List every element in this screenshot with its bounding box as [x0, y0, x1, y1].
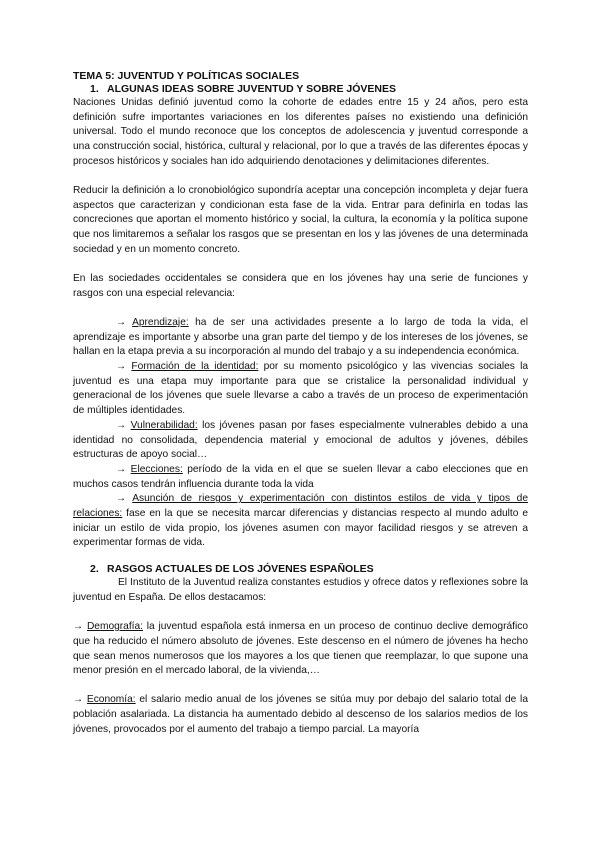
- section-1-paragraph-2: Reducir la definición a lo cronobiológico supondría aceptar una concepción incompleta y dejar fuera aspectos que caracterizan y condicionan esta fase de la vida. Entrar para definirla en todas las concreciones que aportan el momento histórico y social, la cultura, la economía y la política supone que nos limitaremos a señalar los rasgos que se presentan en los y las jóvenes de una determinada sociedad y en un momento concreto.: [73, 185, 528, 255]
- list-item-text: la juventud española está inmersa en un proceso de continuo declive demográfico que ha reducido el número absoluto de jóvenes. Este descenso en el número de jóvenes ha hecho que sean menos numerosos que los mayores a los que tienen que reemplazar, lo que supone una menor presión en el mercado laboral, de la vivienda,…: [73, 621, 528, 677]
- list-item-text: por su momento psicológico y las vivencias sociales la juventud es una etapa muy importante para que se cristalice la personalidad individual y generacional de los jóvenes que suele llevarse a cabo a través de un proceso de experimentación de múltiples identidades.: [73, 361, 528, 417]
- section-1-paragraph-1: Naciones Unidas definió juventud como la cohorte de edades entre 15 y 24 años, pero esta definición sufre importantes variaciones en los diferentes países no existiendo una definición universal. Todo el mundo reconoce que los conceptos de adolescencia y juventud corresponde a una construcción social, histórica, cultural y relacional, por lo que a través de las diferentes épocas y procesos históricos y sociales han ido adquiriendo denotaciones y delimitaciones diferentes.: [73, 97, 528, 167]
- list-item-term: Aprendizaje:: [132, 316, 189, 328]
- arrow-icon: →: [73, 621, 84, 633]
- list-item-vulnerabilidad: [73, 419, 528, 463]
- section-1-number: 1.: [90, 83, 99, 95]
- list-item-text: período de la vida en el que se suelen llevar a cabo elecciones que en muchos casos tendrán influencia durante toda la vida: [73, 463, 528, 490]
- list-item-economia: [73, 693, 528, 737]
- list-item-riesgos: [73, 492, 528, 551]
- list-item-elecciones: [73, 463, 528, 492]
- list-item-term: Vulnerabilidad:: [130, 419, 198, 431]
- list-item-text: los jóvenes pasan por fases especialmente vulnerables debido a una identidad no consolidada, dependencia material y emocional de adultos y jóvenes, débiles estructuras de apoyo social…: [73, 419, 528, 461]
- list-item-term: Elecciones:: [130, 463, 183, 475]
- arrow-icon: →: [116, 419, 127, 431]
- list-item-term: Demografía:: [86, 621, 144, 633]
- arrow-icon: →: [116, 463, 127, 475]
- list-item-demografia: [73, 620, 528, 679]
- arrow-icon: →: [116, 316, 127, 328]
- section-1-paragraph-3: En las sociedades occidentales se considera que en los jóvenes hay una serie de funciones y rasgos con una especial relevancia:: [73, 273, 528, 299]
- section-2-heading: [73, 563, 528, 576]
- document-title: TEMA 5: JUVENTUD Y POLÍTICAS SOCIALES: [73, 70, 300, 82]
- document-page: [73, 70, 528, 738]
- list-item-text: fase en la que se necesita marcar diferencias y distancias respecto al mundo adulto e iniciar un estilo de vida propio, los jóvenes asumen con mayor facilidad riesgos y se atreven a experimentar formas de vida.: [73, 508, 528, 549]
- section-2-title: RASGOS ACTUALES DE LOS JÓVENES ESPAÑOLES: [107, 563, 374, 576]
- list-item-aprendizaje: [73, 316, 528, 360]
- arrow-icon: →: [116, 361, 127, 373]
- section-1-heading: [73, 83, 528, 96]
- list-item-term: Formación de la identidad:: [131, 361, 259, 373]
- arrow-icon: →: [116, 493, 127, 505]
- section-1-title: ALGUNAS IDEAS SOBRE JUVENTUD Y SOBRE JÓVENES: [107, 83, 397, 95]
- list-item-term: Asunción de riesgos y experimentación con distintos estilos de vida y tipos de relaciones:: [73, 493, 528, 520]
- list-item-identidad: [73, 360, 528, 419]
- section-2-number: 2.: [90, 563, 99, 576]
- list-item-text: ha de ser una actividades presente a lo largo de toda la vida, el aprendizaje es importante y absorbe una gran parte del tiempo y de los intereses de los jóvenes, se hallan en la etapa previa a su incorporación al mundo del trabajo y a su independencia económica.: [73, 316, 528, 358]
- arrow-icon: →: [73, 694, 84, 706]
- list-item-text: el salario medio anual de los jóvenes se sitúa muy por debajo del salario total de la población asalariada. La distancia ha aumentado debido al descenso de los salarios medios de los jóvenes, provocados por el aumento del trabajo a tiempo parcial. La mayoría: [73, 694, 528, 735]
- section-2-intro: El Instituto de la Juventud realiza constantes estudios y ofrece datos y reflexiones sobre la juventud en España. De ellos destacamos:: [73, 577, 528, 603]
- list-item-term: Economía:: [86, 694, 136, 706]
